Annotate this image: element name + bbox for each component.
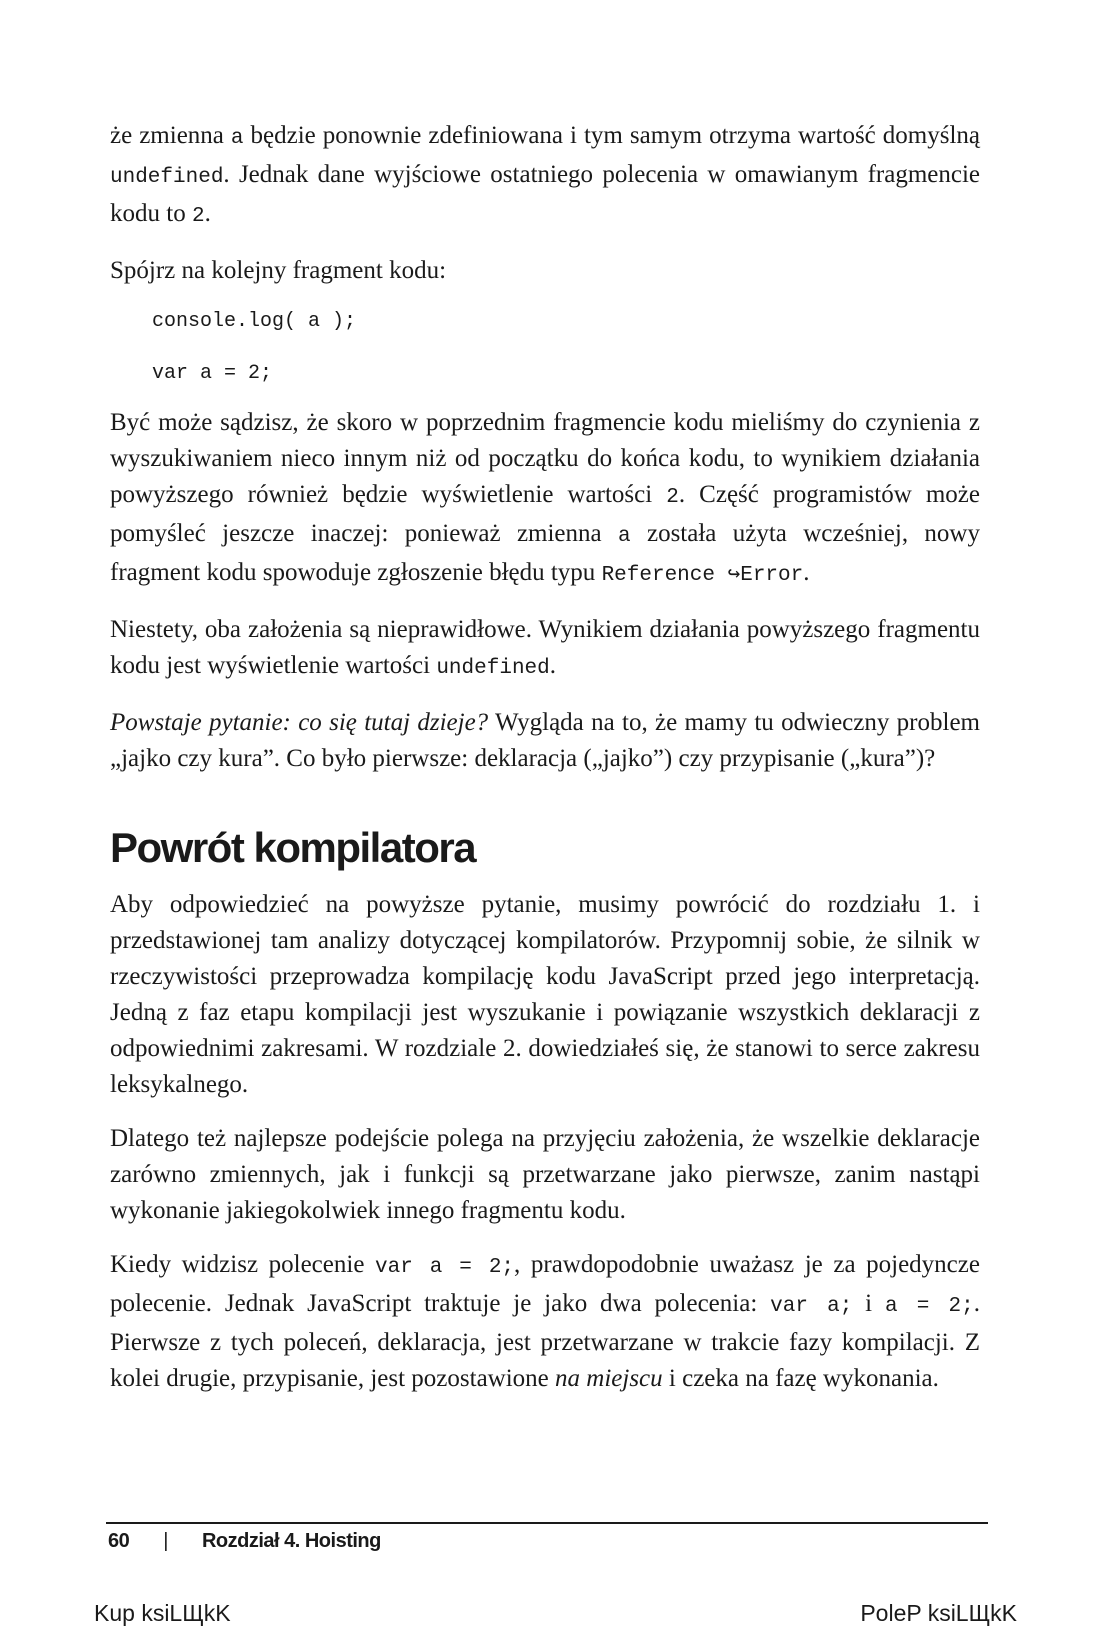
emphasis: Powstaje pytanie: co się tutaj dzieje? xyxy=(110,709,489,736)
code-block xyxy=(152,307,980,389)
inline-code: a xyxy=(230,127,244,150)
code-line: var a = 2; xyxy=(152,362,273,385)
inline-code: var a; xyxy=(770,1295,853,1318)
paragraph: Aby odpowiedzieć na powyższe pytanie, musimy powrócić do rozdziału 1. i przedstawionej tam analizy dotyczącej kompilatorów. Przypomnij sobie, że silnik w rzeczywistości przeprowadza kompilację kodu JavaScript przed jego interpretacją. Jedną z faz etapu kompilacji jest wyszukanie i powiązanie wszystkich deklaracji z odpowiednimi zakresami. W rozdziale 2. dowiedziałeś się, że stanowi to serce zakresu leksykalnego. xyxy=(110,891,980,1098)
inline-code: a xyxy=(618,525,631,548)
recommend-book-link[interactable]: PoleP ksiLЩkK xyxy=(860,1600,1017,1626)
inline-code: Reference ↪Error xyxy=(601,564,804,587)
footer-separator: | xyxy=(163,1530,168,1552)
footer-divider xyxy=(106,1522,988,1524)
inline-code: 2 xyxy=(191,205,205,228)
emphasis: na miejscu xyxy=(555,1365,663,1392)
chapter-title: Rozdział 4. Hoisting xyxy=(201,1530,381,1552)
paragraph: Powstaje pytanie: co się tutaj dzieje? Wygląda na to, że mamy tu odwieczny problem „jajko czy kura”. Co było pierwsze: deklaracja („jajko”) czy przypisanie („kura”)? xyxy=(110,709,980,772)
section-heading: Powrót kompilatora xyxy=(110,824,476,871)
paragraph: że zmienna a będzie ponownie zdefiniowana i tym samym otrzyma wartość domyślną undefined. Jednak dane wyjściowe ostatniego polecenia w omawianym fragmencie kodu to 2. xyxy=(110,122,980,228)
inline-code: undefined xyxy=(436,657,550,680)
buy-book-link[interactable]: Kup ksiLЩkK xyxy=(94,1600,231,1626)
paragraph: Niestety, oba założenia są nieprawidłowe. Wynikiem działania powyższego fragmentu kodu jest wyświetlenie wartości undefined. xyxy=(110,616,980,680)
paragraph: Kiedy widzisz polecenie var a = 2;, prawdopodobnie uważasz je za pojedyncze polecenie. Jednak JavaScript traktuje je jako dwa polecenia: var a; i a = 2;. Pierwsze z tych poleceń, deklaracja, jest przetwarzane w trakcie fazy kompilacji. Z kolei drugie, przypisanie, jest pozostawione na miejscu i czeka na fazę wykonania. xyxy=(110,1251,980,1392)
inline-code: var a = 2; xyxy=(375,1256,515,1279)
page-footer xyxy=(108,1530,381,1553)
paragraph: Dlatego też najlepsze podejście polega na przyjęciu założenia, że wszelkie deklaracje zarówno zmiennych, jak i funkcji są przetwarzane jako pierwsze, zanim nastąpi wykonanie jakiegokolwiek innego fragmentu kodu. xyxy=(110,1125,980,1224)
paragraph: Być może sądzisz, że skoro w poprzednim fragmencie kodu mieliśmy do czynienia z wyszukiwaniem nieco innym niż od początku do końca kodu, to wynikiem działania powyższego również będzie wyświetlenie wartości 2. Część programistów może pomyśleć jeszcze inaczej: ponieważ zmienna a została użyta wcześniej, nowy fragment kodu spowoduje zgłoszenie błędu typu Reference ↪Error. xyxy=(110,409,980,587)
page-content xyxy=(110,118,980,1415)
paragraph: Spójrz na kolejny fragment kodu: xyxy=(110,257,447,284)
inline-code: undefined xyxy=(110,166,224,189)
page-number: 60 xyxy=(108,1530,130,1552)
code-line: console.log( a ); xyxy=(152,310,357,333)
inline-code: a = 2; xyxy=(884,1295,974,1318)
inline-code: 2 xyxy=(666,486,679,509)
